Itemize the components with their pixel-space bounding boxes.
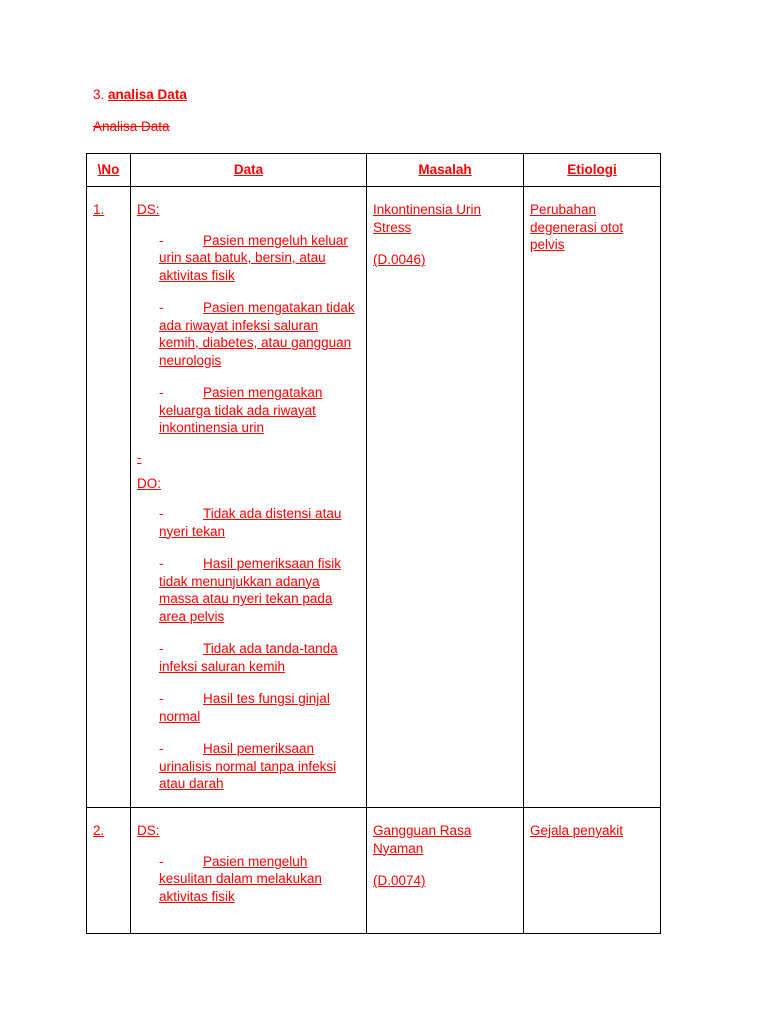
list-item: - Hasil pemeriksaan fisik tidak menunjukkan adanya massa atau nyeri tekan pada area pelvis (159, 556, 342, 624)
cell-masalah: Gangguan Rasa Nyaman (D.0074) (367, 808, 524, 934)
list-item: - Tidak ada distensi atau nyeri tekan (159, 506, 342, 539)
header-etiologi: Etiologi (524, 154, 661, 187)
header-data: Data (131, 154, 367, 187)
cell-no: 2. (87, 808, 131, 934)
list-item: - Pasien mengatakan keluarga tidak ada riwayat inkontinensia urin (159, 385, 323, 435)
ds-label: DS: (137, 202, 160, 217)
list-item: - Pasien mengeluh keluar urin saat batuk, bersin, atau aktivitas fisik (159, 232, 348, 283)
cell-data (131, 187, 367, 808)
cell-etiologi: Gejala penyakit (524, 808, 661, 934)
header-no: \No (87, 154, 131, 187)
ds-label: DS: (137, 823, 160, 838)
do-label: DO: (137, 475, 162, 491)
cell-masalah: Inkontinensia Urin Stress (D.0046) (367, 187, 524, 808)
cell-no: 1. (87, 187, 131, 808)
cell-etiologi: Perubahan degenerasi otot pelvis (524, 187, 661, 808)
list-item: - Pasien mengeluh kesulitan dalam melakukan aktivitas fisik (159, 853, 322, 904)
table-header-row (87, 154, 661, 187)
section-number: 3. (93, 87, 105, 102)
table-row (87, 187, 661, 808)
section-subheading: Analisa Data (93, 119, 170, 134)
list-item: - Hasil tes fungsi ginjal normal (159, 691, 330, 724)
section-heading (93, 87, 187, 102)
table-row (87, 808, 661, 934)
header-masalah: Masalah (367, 154, 524, 187)
list-item: - Pasien mengatakan tidak ada riwayat infeksi saluran kemih, diabetes, atau gangguan neurologis (159, 300, 355, 368)
cell-data (131, 808, 367, 934)
list-item: - Hasil pemeriksaan urinalisis normal tanpa infeksi atau darah (159, 741, 337, 791)
analysis-table (86, 153, 661, 934)
section-title: analisa Data (108, 87, 187, 102)
list-item: - Tidak ada tanda-tanda infeksi saluran kemih (159, 641, 338, 674)
lone-dash: - (137, 449, 142, 465)
